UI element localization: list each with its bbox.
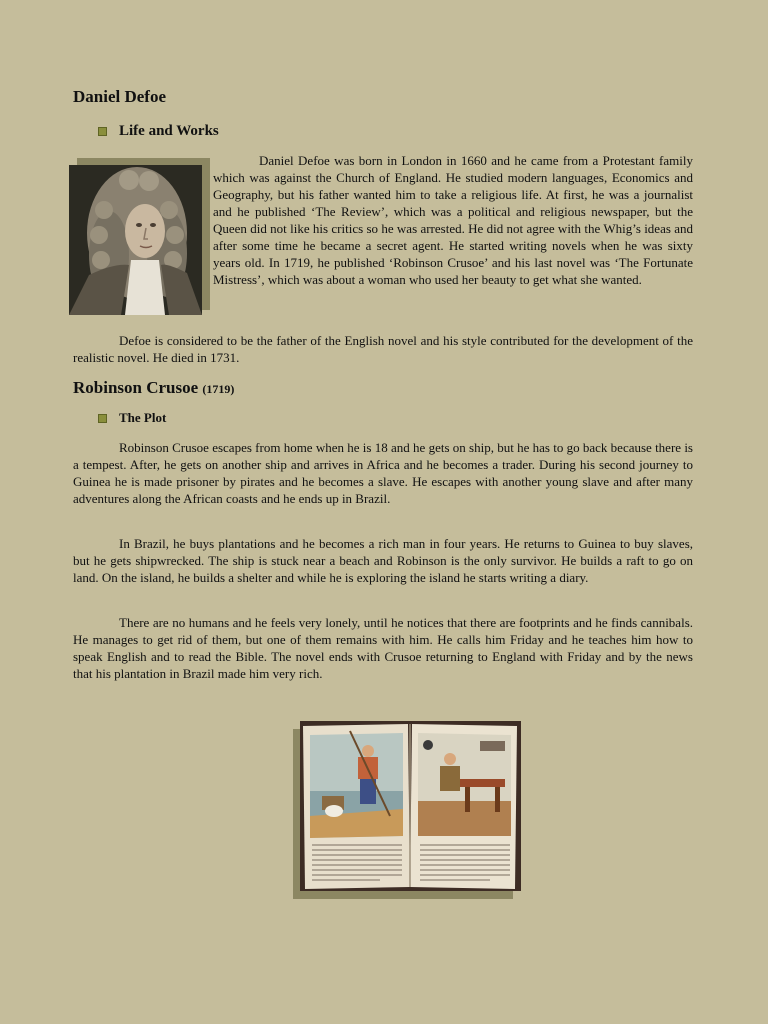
page-title: Daniel Defoe xyxy=(73,87,167,106)
section-heading-the-plot xyxy=(98,408,166,428)
section-heading-life-and-works xyxy=(98,121,219,141)
paragraph-father-of-novel: Defoe is considered to be the father of the English novel and his style contributed for the development of the realistic novel. He died in 1731. xyxy=(73,333,693,365)
plot-paragraph: Robinson Crusoe escapes from home when he is 18 and he gets on ship, but he has to go back because there is a tempest. After, he gets on another ship and arrives in Africa and he becomes a trader. During his second journey to Guinea he is made prisoner by pirates and he becomes a slave. He escapes with another young slave and after many adventures along the African coasts and he ends up in Brazil. xyxy=(73,440,693,506)
section-title-year: (1719) xyxy=(202,382,235,396)
section-heading-label: The Plot xyxy=(119,410,167,425)
square-bullet-icon xyxy=(98,127,107,136)
square-bullet-icon xyxy=(98,414,107,423)
section-title-label: Robinson Crusoe xyxy=(73,378,199,397)
portrait-image xyxy=(69,165,202,315)
intro-paragraph: Daniel Defoe was born in London in 1660 and he came from a Protestant family which was against the Church of England. He studied modern languages, Economics and Geography, but his father wanted him to take a religious life. At first, he was a journalist and he published ‘The Review’, which was a political and religious newspaper, but the Queen did not like his critics so he was arrested. He did not agree with the Whig’s ideas and after some time he became a secret agent. He started writing novels when he was sixty years old. In 1719, he published ‘Robinson Crusoe’ and his last novel was ‘The Fortunate Mistress’, which was about a woman who used her beauty to get what she wanted. xyxy=(213,153,693,287)
book-image xyxy=(300,721,521,891)
section-heading-label: Life and Works xyxy=(119,122,219,139)
section-title-robinson-crusoe xyxy=(73,377,234,400)
plot-paragraph: In Brazil, he buys plantations and he becomes a rich man in four years. He returns to Guinea to buy slaves, but he gets shipwrecked. The ship is stuck near a beach and Robinson is the only survivor. He builds a raft to go on land. On the island, he builds a shelter and while he is exploring the island he starts writing a diary. xyxy=(73,536,693,585)
plot-paragraph: There are no humans and he feels very lonely, until he notices that there are footprints and he finds cannibals. He manages to get rid of them, but one of them remains with him. He calls him Friday and he teaches him how to speak English and to read the Bible. The novel ends with Crusoe returning to England with Friday and by the news that his plantation in Brazil made him very rich. xyxy=(73,615,693,681)
